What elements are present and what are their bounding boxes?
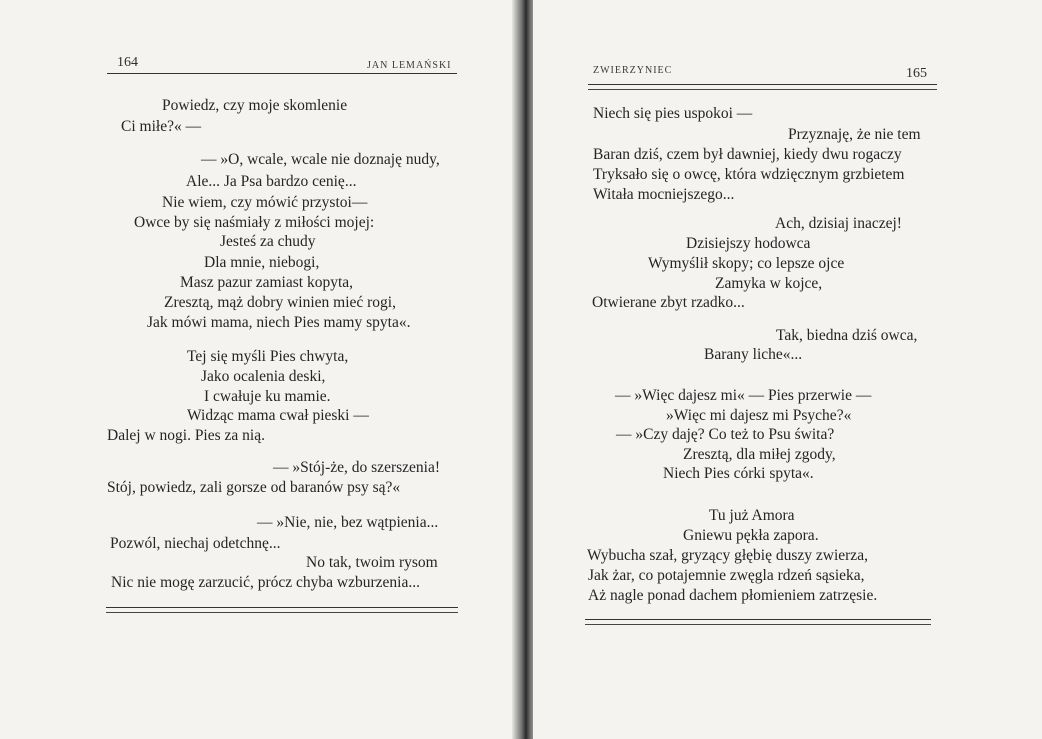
text-line: Aż nagle ponad dachem płomieniem zatrzęsie. [588, 587, 878, 604]
header-rule-bottom [588, 89, 937, 90]
footer-rule-top [106, 607, 458, 608]
text-line: Jako ocalenia deski, [201, 368, 326, 385]
text-line: Baran dziś, czem był dawniej, kiedy dwu rogaczy [593, 146, 902, 163]
text-line: Widząc mama cwał pieski — [187, 407, 369, 424]
text-line: Masz pazur zamiast kopyta, [180, 274, 354, 291]
right-page [533, 0, 1042, 739]
text-line: — »Stój-że, do szerszenia! [273, 459, 440, 476]
text-line: — »O, wcale, wcale nie doznaję nudy, [201, 151, 440, 168]
text-line: Dalej w nogi. Pies za nią. [107, 427, 265, 444]
footer-rule-bottom [106, 612, 458, 613]
text-line: Dzisiejszy hodowca [686, 235, 811, 252]
text-line: Przyznaję, że nie tem [788, 126, 921, 143]
text-line: — »Więc dajesz mi« — Pies przerwie — [615, 387, 872, 404]
text-line: Gniewu pękła zapora. [683, 527, 819, 544]
text-line: Niech się pies uspokoi — [593, 105, 753, 122]
text-line: Pozwól, niechaj odetchnę... [110, 535, 281, 552]
text-line: Nie wiem, czy mówić przystoi— [162, 194, 368, 211]
footer-rule-top [585, 619, 931, 620]
header-rule-top [588, 84, 937, 85]
text-line: Jesteś za chudy [220, 233, 316, 250]
text-line: Witała mocniejszego... [593, 186, 735, 203]
running-head: ZWIERZYNIEC [593, 65, 673, 76]
text-line: Zamyka w kojce, [715, 275, 823, 292]
text-line: — »Nie, nie, bez wątpienia... [257, 514, 439, 531]
text-line: Otwierane zbyt rzadko... [592, 294, 745, 311]
text-line: Tu już Amora [709, 507, 795, 524]
text-line: Jak żar, co potajemnie zwęgla rdzeń sąsieka, [588, 567, 865, 584]
text-line: No tak, twoim rysom [306, 554, 438, 571]
page-number: 165 [906, 66, 927, 81]
text-line: Barany liche«... [704, 346, 803, 363]
text-line: Wybucha szał, gryzący głębię duszy zwierza, [587, 547, 868, 564]
text-line: Ci miłe?« — [121, 118, 202, 135]
page-number: 164 [117, 55, 138, 70]
text-line: Tryksało się o owcę, która wdzięcznym grzbietem [593, 166, 905, 183]
header-rule [107, 73, 457, 74]
left-page [0, 0, 520, 739]
text-line: — »Czy daję? Co też to Psu świta? [616, 426, 835, 443]
text-line: Niech Pies córki spyta«. [663, 465, 814, 482]
text-line: I cwałuje ku mamie. [204, 388, 331, 405]
text-line: Ale... Ja Psa bardzo cenię... [186, 173, 357, 190]
text-line: Dla mnie, niebogi, [204, 254, 320, 271]
footer-rule-bottom [585, 624, 931, 625]
text-line: Owce by się naśmiały z miłości mojej: [134, 214, 375, 231]
text-line: Tak, biedna dziś owca, [776, 327, 918, 344]
text-line: Wymyślił skopy; co lepsze ojce [648, 255, 845, 272]
text-line: Nic nie mogę zarzucić, prócz chyba wzburzenia... [111, 574, 420, 591]
text-line: »Więc mi dajesz mi Psyche?« [666, 407, 852, 424]
text-line: Jak mówi mama, niech Pies mamy spyta«. [147, 314, 411, 331]
text-line: Stój, powiedz, zali gorsze od baranów psy są?« [107, 479, 401, 496]
text-line: Powiedz, czy moje skomlenie [162, 97, 348, 114]
text-line: Zresztą, mąż dobry winien mieć rogi, [164, 294, 396, 311]
text-line: Tej się myśli Pies chwyta, [187, 348, 349, 365]
text-line: Ach, dzisiaj inaczej! [775, 215, 902, 232]
text-line: Zresztą, dla miłej zgody, [683, 446, 836, 463]
running-head: JAN LEMAŃSKI [367, 60, 452, 71]
